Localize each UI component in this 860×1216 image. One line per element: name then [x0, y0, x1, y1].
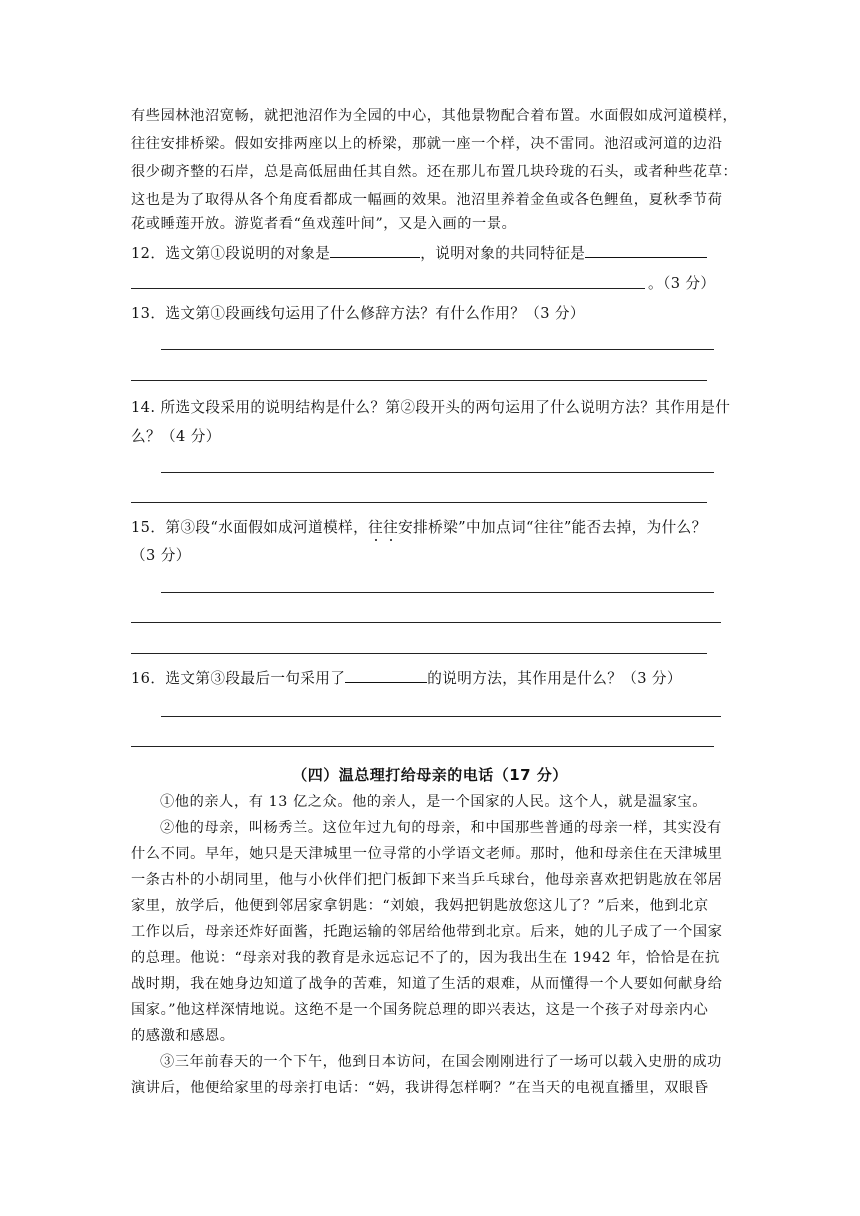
q16-answer-line[interactable]	[161, 716, 721, 717]
section4-paragraph-line: 工作以后，母亲还炸好面酱，托跑运输的邻居给他带到北京。后来，她的儿子成了一个国家	[131, 924, 723, 940]
section4-paragraph-line: ③三年前春天的一个下午，他到日本访问，在国会刚刚进行了一场可以载入史册的成功	[160, 1054, 722, 1070]
q15-dotted-char: 往	[368, 519, 384, 536]
q15-answer-line[interactable]	[161, 592, 714, 593]
q14-answer-line[interactable]	[161, 472, 714, 473]
q16-blank-method[interactable]	[345, 668, 427, 683]
section4-paragraph-line: ①他的亲人，有 13 亿之众。他的亲人，是一个国家的人民。这个人，就是温家宝。	[160, 794, 708, 810]
section4-paragraph-line: 家里，放学后，他便到邻居家拿钥匙：“刘娘，我妈把钥匙放您这儿了？”后来，他到北京	[131, 898, 709, 914]
section4-paragraph-line: 的总理。他说：“母亲对我的教育是永远忘记不了的，因为我出生在 1942 年，恰恰是在抗	[131, 950, 720, 966]
section4-paragraph-line: 的感激和感恩。	[131, 1028, 235, 1044]
q16-part-b: 的说明方法，其作用是什么？（3 分）	[427, 670, 682, 687]
q14-answer-line[interactable]	[131, 502, 707, 503]
q12-blank-object[interactable]	[330, 243, 420, 258]
section-heading: （四）温总理打给母亲的电话（17 分）	[292, 766, 568, 784]
question-14-cont: 么？（4 分）	[131, 428, 221, 445]
q13-answer-line[interactable]	[161, 349, 714, 350]
passage-line: 往往安排桥梁。假如安排两座以上的桥梁，那就一座一个样，决不雷同。池沼或河道的边沿	[131, 136, 723, 152]
question-14: 14. 所选文段采用的说明结构是什么？第②段开头的两句运用了什么说明方法？其作用是什	[131, 399, 731, 416]
q15-answer-line[interactable]	[131, 622, 721, 623]
question-15	[131, 518, 707, 538]
q12-blank-feature[interactable]	[585, 243, 707, 258]
passage-line: 花或睡莲开放。游览者看“鱼戏莲叶间”，又是入画的一景。	[131, 216, 517, 232]
q12-part-a: 12．选文第①段说明的对象是	[131, 245, 331, 262]
q12-part-b: ，说明对象的共同特征是	[420, 245, 586, 262]
q15-pre: 15．第③段“水面假如成河道模样，	[131, 519, 369, 536]
passage-line: 这也是为了取得从各个角度看都成一幅画的效果。池沼里养着金鱼或各色鲤鱼，夏秋季节荷	[131, 192, 723, 208]
question-16	[131, 668, 682, 689]
passage-line: 有些园林池沼宽畅，就把池沼作为全园的中心，其他景物配合着布置。水面假如成河道模样，	[131, 108, 738, 124]
question-15-cont: （3 分）	[131, 547, 191, 564]
section4-paragraph-line: 演讲后，他便给家里的母亲打电话：“妈，我讲得怎样啊？”在当天的电视直播里，双眼昏	[131, 1080, 709, 1096]
section4-paragraph-line: 什么不同。早年，她只是天津城里一位寻常的小学语文老师。那时，他和母亲住在天津城里	[131, 846, 723, 862]
passage-line: 很少砌齐整的石岸，总是高低屈曲任其自然。还在那儿布置几块玲珑的石头，或者种些花草：	[131, 164, 738, 180]
q13-answer-line[interactable]	[131, 380, 707, 381]
q15-answer-line[interactable]	[131, 653, 707, 654]
section4-paragraph-line: 国家。”他这样深情地说。这绝不是一个国务院总理的即兴表达，这是一个孩子对母亲内心	[131, 1002, 709, 1018]
section4-paragraph-line: ②他的母亲，叫杨秀兰。这位年过九旬的母亲，和中国那些普通的母亲一样，其实没有	[160, 820, 722, 836]
question-13: 13．选文第①段画线句运用了什么修辞方法？有什么作用？（3 分）	[131, 305, 585, 322]
q12-answer-line[interactable]	[131, 288, 645, 289]
section4-paragraph-line: 一条古朴的小胡同里，他与小伙伴们把门板卸下来当乒乓球台，他母亲喜欢把钥匙放在邻居	[131, 872, 723, 888]
q16-answer-line[interactable]	[131, 746, 714, 747]
q15-dotted-char: 往	[383, 519, 399, 536]
q12-score: 。（3 分）	[648, 275, 716, 292]
question-12	[131, 243, 707, 264]
q15-post: 安排桥梁”中加点词“往往”能否去掉，为什么？	[398, 519, 707, 536]
section4-paragraph-line: 战时期，我在她身边知道了战争的苦难，知道了生活的艰难，从而懂得一个人要如何献身给	[131, 976, 723, 992]
q16-part-a: 16．选文第③段最后一句采用了	[131, 670, 346, 687]
